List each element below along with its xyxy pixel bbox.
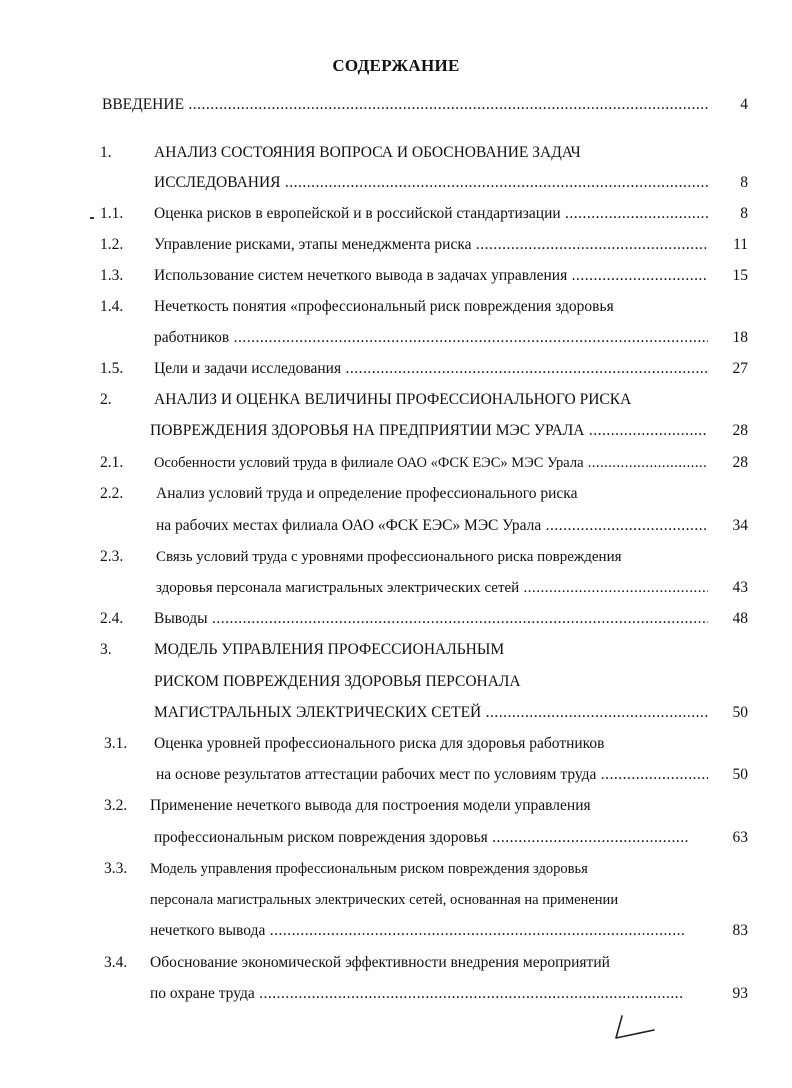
toc-entry[interactable] [0,357,792,381]
toc-entry-number: 3. [100,641,112,658]
toc-entry[interactable] [0,482,792,506]
toc-entry-title: ПОВРЕЖДЕНИЯ ЗДОРОВЬЯ НА ПРЕДПРИЯТИИ МЭС УРАЛА ..... [150,419,708,443]
toc-entry-title: Цели и задачи исследования ..... [154,357,708,381]
toc-entry-page: 8 [740,174,748,191]
toc-entry-title: здоровья персонала магистральных электрических сетей ..... [156,576,708,600]
toc-entry[interactable] [0,794,792,818]
toc-entry[interactable] [0,388,792,412]
toc-entry-page: 18 [732,329,748,346]
toc-entry-number: 1.3. [100,267,124,284]
toc-entry-title: на рабочих местах филиала ОАО «ФСК ЕЭС» МЭС Урала ..... [156,514,708,538]
toc-entry-page: 11 [733,236,748,253]
toc-entry[interactable] [0,545,792,569]
toc-entry-intro[interactable] [0,93,792,117]
toc-entry-number: 1.5. [100,360,124,377]
toc-entry-continuation [0,701,792,725]
toc-entry-continuation [0,419,792,443]
toc-entry-title: Обоснование экономической эффективности внедрения мероприятий [150,954,610,971]
toc-entry[interactable] [0,638,792,662]
toc-entry-page: 83 [732,922,748,939]
toc-entry-number: 1.1. [100,205,124,222]
toc-entry[interactable] [0,732,792,756]
toc-entry-title: АНАЛИЗ СОСТОЯНИЯ ВОПРОСА И ОБОСНОВАНИЕ ЗАДАЧ [154,144,581,161]
toc-entry-page: 48 [732,610,748,627]
toc-entry-page: 15 [732,267,748,284]
toc-entry-title: Анализ условий труда и определение профессионального риска [156,485,578,502]
toc-entry-number: 2.4. [100,610,124,627]
toc-entry-continuation [0,670,792,694]
toc-entry-number: 3.1. [104,735,128,752]
toc-entry-title: АНАЛИЗ И ОЦЕНКА ВЕЛИЧИНЫ ПРОФЕССИОНАЛЬНОГО РИСКА [154,391,632,408]
toc-entry-title: на основе результатов аттестации рабочих мест по условиям труда ..... [156,763,708,787]
toc-entry-number: 3.2. [104,797,128,814]
toc-entry-continuation [0,514,792,538]
toc-entry-title: МОДЕЛЬ УПРАВЛЕНИЯ ПРОФЕССИОНАЛЬНЫМ [154,641,505,658]
toc-entry[interactable] [0,202,792,226]
toc-entry-page: 34 [732,517,748,534]
toc-entry-number: 3.3. [104,860,128,877]
toc-entry-page: 28 [732,422,748,439]
toc-entry-page: 28 [732,454,748,471]
toc-entry-continuation [0,982,792,1006]
toc-entry-number: 2.1. [100,454,124,471]
toc-entry-number: 2.2. [100,485,124,502]
toc-entry-title: Оценка рисков в европейской и в российской стандартизации ..... [154,202,708,226]
toc-entry[interactable] [0,141,792,165]
toc-entry-title: по охране труда ..... [150,982,684,1006]
page-title: СОДЕРЖАНИЕ [332,56,460,75]
toc-entry-continuation [0,171,792,195]
toc-entry-title: РИСКОМ ПОВРЕЖДЕНИЯ ЗДОРОВЬЯ ПЕРСОНАЛА [154,673,521,690]
toc-entry-page: 50 [732,766,748,783]
toc-entry-number: 2. [100,391,112,408]
toc-entry[interactable] [0,264,792,288]
toc-entry[interactable] [0,451,792,475]
toc-entry-number: 1.2. [100,236,124,253]
toc-entry-title: Выводы ..... [154,607,708,631]
toc-entry-title: Нечеткость понятия «профессиональный риск повреждения здоровья [154,298,614,315]
toc-entry-title: Особенности условий труда в филиале ОАО «ФСК ЕЭС» МЭС Урала ..... [154,451,708,475]
toc-entry[interactable] [0,295,792,319]
toc-entry-continuation [0,326,792,350]
toc-entry-title: МАГИСТРАЛЬНЫХ ЭЛЕКТРИЧЕСКИХ СЕТЕЙ ..... [154,701,708,725]
toc-entry-number: 1.4. [100,298,124,315]
toc-entry-title: персонала магистральных электрических сетей, основанная на применении [150,892,619,908]
toc-entry-number: 3.4. [104,954,128,971]
toc-entry-title: Оценка уровней профессионального риска для здоровья работников [154,735,605,752]
toc-entry-title: Связь условий труда с уровнями профессионального риска повреждения [156,549,622,565]
toc-entry[interactable] [0,857,792,881]
toc-entry-continuation [0,576,792,600]
toc-entry-title: Применение нечеткого вывода для построения модели управления [150,797,591,814]
toc-entry[interactable] [0,607,792,631]
toc-entry-title: ВВЕДЕНИЕ ..... [102,93,708,117]
toc-entry-continuation [0,826,792,850]
toc-entry-title: Использование систем нечеткого вывода в задачах управления ..... [154,264,708,288]
toc-entry-number: 1. [100,144,112,161]
toc-entry-title: нечеткого вывода ..... [150,919,684,943]
toc-entry[interactable] [0,951,792,975]
toc-entry-title: работников ..... [154,326,708,350]
handwritten-mark [612,1012,662,1042]
toc-entry-page: 8 [740,205,748,222]
toc-entry-title: Управление рисками, этапы менеджмента риска ..... [154,233,708,257]
toc-entry-title: профессиональным риском повреждения здоровья ..... [154,826,688,850]
toc-entry-title: ИССЛЕДОВАНИЯ ..... [154,171,708,195]
toc-entry-page: 50 [732,704,748,721]
toc-entry-continuation [0,888,792,912]
toc-entry-page: 4 [740,96,748,113]
toc-entry[interactable] [0,233,792,257]
toc-entry-page: 43 [732,579,748,596]
toc-entry-page: 63 [732,829,748,846]
toc-entry-title: Модель управления профессиональным риском повреждения здоровья [150,861,588,877]
toc-entry-number: 2.3. [100,548,124,565]
toc-entry-continuation [0,919,792,943]
toc-entry-page: 27 [732,360,748,377]
toc-entry-continuation [0,763,792,787]
toc-entry-page: 93 [732,985,748,1002]
